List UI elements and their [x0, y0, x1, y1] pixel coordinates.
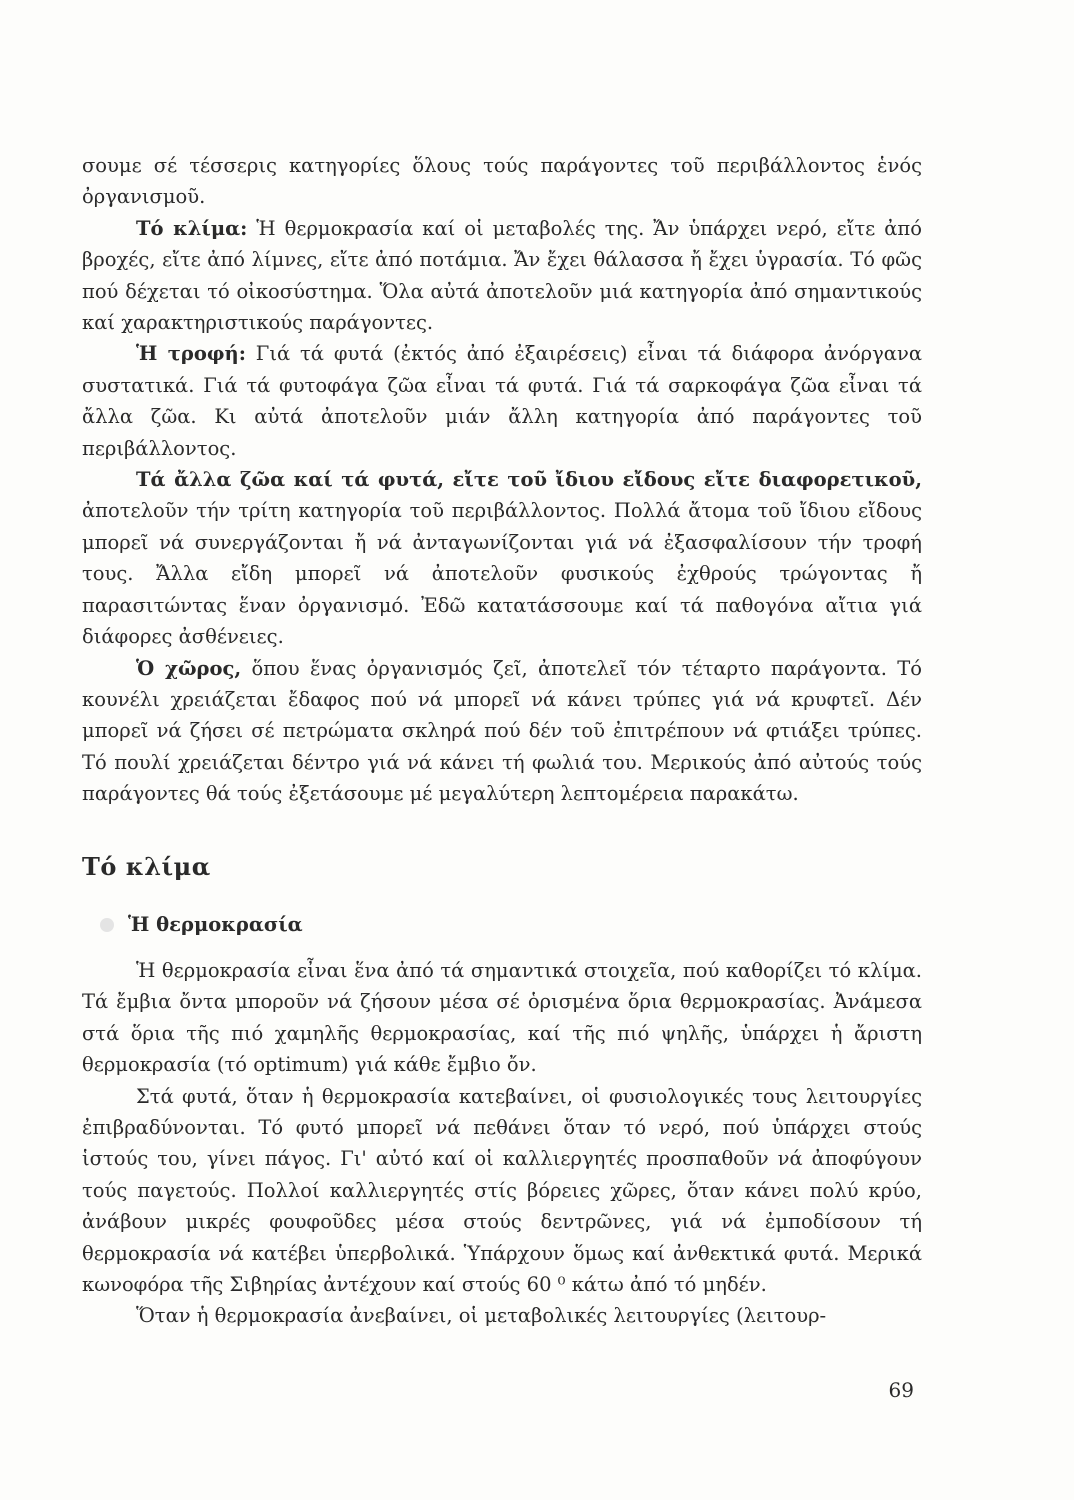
space-paragraph — [82, 653, 922, 810]
space-text: ὅπου ἕνας ὀργανισμός ζεῖ, ἀποτελεῖ τόν τέταρτο παράγοντα. Τό κουνέλι χρειάζεται ἔδαφος πού νά μπορεῖ νά κάνει τρύπες γιά νά κρυφτεῖ. Δέν μπορεῖ νά ζήσει σέ πετρώματα σκληρά πού δέν τοῦ ἐπιτρέπουν νά φτιάξει τρύπες. Τό πουλί χρειάζεται δέντρο γιά νά κάνει τή φωλιά του. Μερικούς ἀπό αὐτούς τούς παράγοντες θά τούς ἐξετάσουμε μέ μεγαλύτερη λεπτομέρεια παρακάτω. — [82, 656, 922, 806]
food-paragraph — [82, 338, 922, 464]
subsection-heading — [100, 913, 303, 936]
temperature-paragraph-3: Ὅταν ἡ θερμοκρασία ἀνεβαίνει, οἱ μεταβολικές λειτουργίες (λειτουρ- — [136, 1304, 827, 1328]
section-title: Τό κλίμα — [82, 852, 211, 881]
lower-text-block — [82, 955, 922, 1332]
intro-paragraph: σουμε σέ τέσσερις κατηγορίες ὅλους τούς παράγοντες τοῦ περιβάλλοντος ἑνός ὀργανισμοῦ. — [82, 154, 922, 209]
bullet-dot-icon — [100, 918, 114, 932]
organisms-paragraph — [82, 464, 922, 652]
organisms-term: Τά ἄλλα ζῶα καί τά φυτά, εἴτε τοῦ ἴδιου εἴδους εἴτε διαφορετικοῦ, — [136, 468, 922, 492]
space-term: Ὁ χῶρος, — [136, 656, 242, 680]
climate-term: Τό κλίμα: — [136, 216, 248, 240]
page-number: 69 — [888, 1378, 914, 1402]
subsection-title: Ἡ θερμοκρασία — [128, 913, 303, 936]
temperature-paragraph-2: Στά φυτά, ὅταν ἡ θερμοκρασία κατεβαίνει, οἱ φυσιολογικές τους λειτουργίες ἐπιβραδύνονται. Τό φυτό μπορεῖ νά πεθάνει ὅταν τό νερό, πού ὑπάρχει στούς ἱστούς του, γίνει πάγος. Γι' αὐτό καί οἱ καλλιεργητές προσπαθοῦν νά ἀποφύγουν τούς παγετούς. Πολλοί καλλιεργητές στίς βόρειες χῶρες, ὅταν κάνει πολύ κρύο, ἀνάβουν μικρές φουφοῦδες μέσα στούς δεντρῶνες, γιά νά ἐμποδίσουν τή θερμοκρασία νά κατέβει ὑπερβολικά. Ὑπάρχουν ὅμως καί ἀνθεκτικά φυτά. Μερικά κωνοφόρα τῆς Σιβηρίας ἀντέχουν καί στούς 60 ⁰ κάτω ἀπό τό μηδέν. — [82, 1084, 922, 1297]
upper-text-block — [82, 150, 922, 810]
temperature-paragraph-1: Ἡ θερμοκρασία εἶναι ἕνα ἀπό τά σημαντικά στοιχεῖα, πού καθορίζει τό κλίμα. Τά ἔμβια ὄντα μποροῦν νά ζήσουν μέσα σέ ὁρισμένα ὅρια θερμοκρασίας. Ἀνάμεσα στά ὅρια τῆς πιό χαμηλῆς θερμοκρασίας, καί τῆς πιό ψηλῆς, ὑπάρχει ἡ ἄριστη θερμοκρασία (τό optimum) γιά κάθε ἔμβιο ὄν. — [82, 959, 922, 1077]
organisms-text: ἀποτελοῦν τήν τρίτη κατηγορία τοῦ περιβάλλοντος. Πολλά ἄτομα τοῦ ἴδιου εἴδους μπορεῖ νά συνεργάζονται ἤ νά ἀνταγωνίζονται γιά νά ἐξασφαλίσουν τήν τροφή τους. Ἄλλα εἴδη μπορεῖ νά ἀποτελοῦν φυσικούς ἐχθρούς τρώγοντας ἤ παρασιτώντας ἕναν ὀργανισμό. Ἐδῶ κατατάσσουμε καί τά παθογόνα αἴτια γιά διάφορες ἀσθένειες. — [82, 499, 922, 649]
climate-paragraph — [82, 213, 922, 339]
climate-text: Ἡ θερμοκρασία καί οἱ μεταβολές της. Ἄν ὑπάρχει νερό, εἴτε ἀπό βροχές, εἴτε ἀπό λίμνες, εἴτε ἀπό ποτάμια. Ἄν ἔχει θάλασσα ἤ ἔχει ὑγρασία. Τό φῶς πού δέχεται τό οἰκοσύστημα. Ὅλα αὐτά ἀποτελοῦν μιά κατηγορία ἀπό σημαντικούς καί χαρακτηριστικούς παράγοντες. — [82, 216, 922, 335]
food-term: Ἡ τροφή: — [136, 342, 246, 366]
food-text: Γιά τά φυτά (ἐκτός ἀπό ἐξαιρέσεις) εἶναι τά διάφορα ἀνόργανα συστατικά. Γιά τά φυτοφάγα ζῶα εἶναι τά φυτά. Γιά τά σαρκοφάγα ζῶα εἶναι τά ἄλλα ζῶα. Κι αὐτά ἀποτελοῦν μιάν ἄλλη κατηγορία ἀπό παράγοντες τοῦ περιβάλλοντος. — [82, 342, 922, 460]
